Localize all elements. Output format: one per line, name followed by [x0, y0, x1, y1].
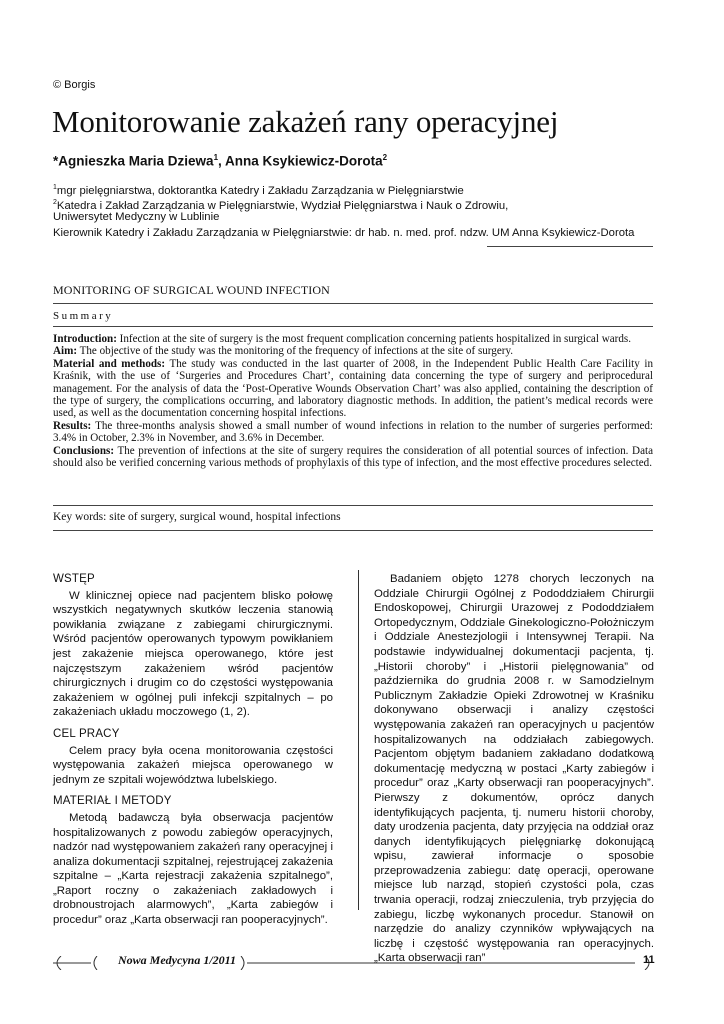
affiliation-head-of-department	[53, 226, 634, 241]
results-label: Results:	[53, 419, 92, 432]
section-heading-cel-pracy: CEL PRACY	[53, 727, 120, 740]
keywords-top-rule	[53, 505, 653, 506]
section-heading-wstep: WSTĘP	[53, 573, 95, 585]
abstract-methods	[53, 358, 653, 420]
affiliation-2-university	[53, 210, 219, 225]
affiliation-1-mark: 1	[53, 184, 57, 191]
author-2-affiliation-mark: 2	[382, 153, 388, 162]
author-list	[53, 153, 387, 169]
conclusions-label: Conclusions:	[53, 444, 115, 457]
body-column-right	[374, 572, 654, 966]
publisher-mark: © Borgis	[53, 79, 96, 91]
affiliation-2-text: Katedra i Zakład Zarządzania w Pielęgniarstwie, Wydział Pielęgniarstwa i Nauk o Zdrowiu,	[56, 199, 509, 212]
keywords: Key words: site of surgery, surgical wound, hospital infections	[53, 511, 341, 523]
aim-label: Aim:	[53, 345, 78, 358]
page-number: 11	[643, 954, 655, 966]
intro-label: Introduction:	[53, 333, 117, 345]
abstract-conclusions	[53, 445, 653, 470]
column-divider	[358, 570, 359, 910]
abstract-introduction	[53, 333, 653, 345]
methods-label: Material and methods:	[53, 357, 166, 370]
header-rule	[487, 246, 653, 247]
author-separator: ,	[218, 153, 226, 169]
paragraph-material-i-metody: Metodą badawczą była obserwacja pacjentów hospitalizowanych z powodu zabiegów operacyjnych, nadzór nad występowaniem zakażeń rany operacyjnej i analiza dokumentacji szpitalnej, rejestrującej zakażenia szpitalne – „Karta rejestracji zakażenia szpitalnego”, „Raport roczny o zakażeniach zakładowych i drobnoustrojach alarmowych”, „Karta zabiegów i procedur” oraz „Karta obserwacji ran pooperacyjnych”.	[53, 811, 333, 927]
methods-text: The study was conducted in the last quarter of 2008, in the Independent Public Health Care Facility in Kraśnik, with the use of ‘Surgeries and Procedures Chart’, containing data concerning the type of surgery and periprocedural management. For the analysis of data the ‘Post-Operative Wounds Observation Chart’ was also applied, containing the description of the type of surgery, the complications occurring, and laboratory diagnostic methods. In addition, the patient’s medical records were used, as well as the documentation concerning hospital infections.	[53, 357, 653, 420]
affiliation-head-text: Kierownik Katedry i Zakładu Zarządzania w Pielęgniarstwie: dr hab. n. med. prof. ndzw. UM Anna Ksykiewicz-Dorota	[53, 227, 635, 239]
journal-name: Nowa Medycyna 1/2011	[118, 953, 236, 967]
affiliation-university-text: Uniwersytet Medyczny w Lublinie	[53, 211, 220, 223]
aim-text: The objective of the study was the monitoring of the frequency of infections at the site of surgery.	[77, 345, 514, 358]
summary-label: Summary	[53, 310, 114, 322]
conclusions-text: The prevention of infections at the site of surgery requires the consideration of all potential sources of infection. Data should also be verified concerning various methods of prophylaxis of this type of infection, and the most effective procedures selected.	[53, 444, 653, 470]
english-title: MONITORING OF SURGICAL WOUND INFECTION	[53, 283, 330, 297]
section-heading-material-i-metody: MATERIAŁ I METODY	[53, 795, 172, 808]
article-title: Monitorowanie zakażeń rany operacyjnej	[52, 104, 559, 139]
affiliation-2-mark: 2	[53, 199, 57, 206]
abstract-body	[53, 333, 653, 469]
abstract-aim	[53, 345, 653, 357]
paragraph-cel-pracy: Celem pracy była ocena monitorowania częstości występowania zakażeń miejsca operowanego w jednym ze szpitali województwa lubelskiego.	[53, 744, 333, 786]
body-column-left	[53, 572, 333, 928]
author-2: Anna Ksykiewicz-Dorota	[225, 153, 383, 169]
abstract-results	[53, 420, 653, 445]
author-1: *Agnieszka Maria Dziewa	[53, 153, 214, 169]
paragraph-badaniem-objeto: Badaniem objęto 1278 chorych leczonych na Oddziale Chirurgii Ogólnej z Pododdziałem Chirurgii Endoskopowej, Chirurgii Urazowej z Pododdziałem Ortopedycznym, Oddziale Ginekologiczno-Położniczym i Oddziale Anestezjologii i Intensywnej Terapii. Na podstawie indywidualnej dokumentacji pacjenta, tj. „Historii choroby” i „Historii pielęgnowania” od października do grudnia 2008 r. w Samodzielnym Publicznym Zakładzie Opieki Zdrowotnej w Kraśniku dokonywano obserwacji i analizy częstości występowania zakażeń ran operacyjnych u pacjentów hospitalizowanych na oddziałach zabiegowych. Pacjentom objętym badaniem zakładano dodatkową dokumentację medyczną w postaci „Karty zabiegów i procedur” oraz „Karty obserwacji ran pooperacyjnych”. Pierwszy z dokumentów, oprócz danych identyfikujących pacjenta, tj. numeru historii choroby, daty urodzenia pacjenta, daty przyjęcia na oddział oraz danych identyfikujących pielęgniarkę dokonującą wpisu, zawierał informacje o sposobie przeprowadzenia zabiegu: datę operacji, operowane miejsce lub narząd, stopień czystości pola, czas trwania operacji, rodzaj znieczulenia, tryb przyjęcia do zabiegu, liczbę wykonanych procedur. Stanowił on narzędzie do analizy czynników wpływających na liczbę i częstość występowania ran operacyjnych. „Karta obserwacji ran”	[374, 573, 654, 965]
affiliation-1-text: mgr pielęgniarstwa, doktorantka Katedry i Zakładu Zarządzania w Pielęgniarstwie	[56, 184, 464, 197]
keywords-bottom-rule	[53, 530, 653, 531]
summary-top-rule	[53, 303, 653, 304]
paragraph-wstep: W klinicznej opiece nad pacjentem blisko połowę wszystkich negatywnych skutków leczenia stanowią powikłania związane z zabiegami chirurgicznymi. Wśród pacjentów operowanych typowym powikłaniem jest zakażenie miejsca operowanego, które jest najczęstszym zakażeniem wśród pacjentów chirurgicznych i drugim co do częstości występowania zakażeniem w ogólnej puli infekcji szpitalnych – po zakażeniach układu moczowego (1, 2).	[53, 589, 333, 719]
results-text: The three-months analysis showed a small number of wound infections in relation to the number of surgeries performed: 3.4% in October, 2.3% in November, and 3.6% in December.	[53, 419, 653, 445]
summary-label-rule	[53, 326, 653, 327]
intro-text: Infection at the site of surgery is the most frequent complication concerning patients hospitalized in surgical wards.	[116, 333, 631, 345]
author-1-affiliation-mark: 1	[213, 153, 219, 162]
